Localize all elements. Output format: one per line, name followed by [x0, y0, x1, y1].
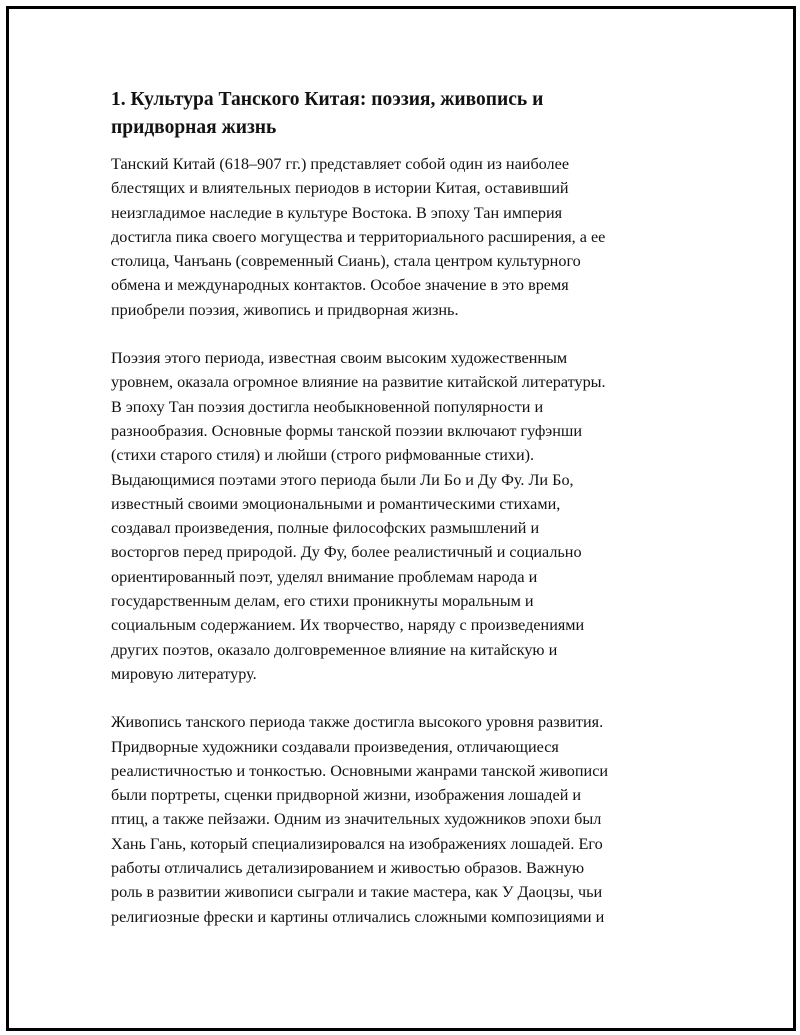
paragraph-intro: Танский Китай (618–907 гг.) представляет собой один из наиболее блестящих и влиятельных периодов в истории Китая, оставивший неизгладимое наследие в культуре Востока. В эпоху Тан империя достигла пика своего могущества и территориального расширения, а ее столица, Чанъань (современный Сиань), стала центром культурного обмена и международных контактов. Особое значение в это время приобрели поэзия, живопись и придворная жизнь.	[111, 155, 606, 319]
section-heading: 1. Культура Танского Китая: поэзия, живопись и придворная жизнь	[111, 89, 544, 138]
paragraph-painting: Живопись танского периода также достигла высокого уровня развития. Придворные художники создавали произведения, отличающиеся реалистичностью и тонкостью. Основными жанрами танской живописи были портреты, сценки придворной жизни, изображения лошадей и птиц, а также пейзажи. Одним из значительных художников эпохи был Хань Гань, который специализировался на изображениях лошадей. Его работы отличались детализированием и живостью образов. Важную роль в развитии живописи сыграли и такие мастера, как У Даоцзы, чьи религиозные фрески и картины отличались сложными композициями и	[111, 713, 609, 926]
document-body	[111, 86, 691, 953]
paragraph-poetry: Поэзия этого периода, известная своим высоким художественным уровнем, оказала огромное влияние на развитие китайской литературы. В эпоху Тан поэзия достигла необыкновенной популярности и разнообразия. Основные формы танской поэзии включают гуфэнши (стихи старого стиля) и люйши (строго рифмованные стихи). Выдающимися поэтами этого периода были Ли Бо и Ду Фу. Ли Бо, известный своими эмоциональными и романтическими стихами, создавал произведения, полные философских размышлений и восторгов перед природой. Ду Фу, более реалистичный и социально ориентированный поэт, уделял внимание проблемам народа и государственным делам, его стихи проникнуты моральным и социальным содержанием. Их творчество, наряду с произведениями других поэтов, оказало долговременное влияние на китайскую и мировую литературу.	[111, 349, 606, 683]
